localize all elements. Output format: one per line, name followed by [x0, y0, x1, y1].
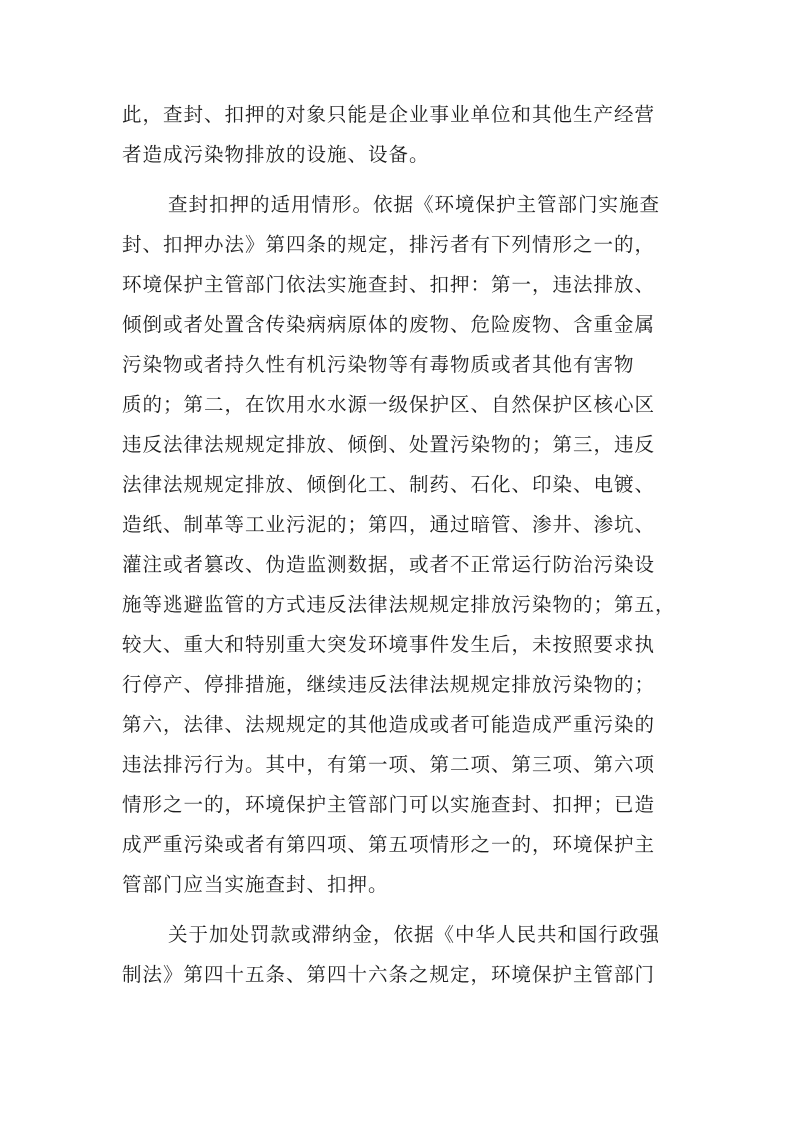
text-line: 质的；第二，在饮用水水源一级保护区、自然保护区核心区 [122, 393, 656, 416]
text-line: 违反法律法规规定排放、倾倒、处置污染物的；第三，违反 [122, 433, 656, 456]
text-line: 造纸、制革等工业污泥的；第四，通过暗管、渗井、渗坑、 [122, 513, 656, 536]
paragraph-gap [122, 905, 684, 915]
text-line: 施等逃避监管的方式违反法律法规规定排放污染物的；第五， [122, 593, 676, 616]
text-line: 情形之一的，环境保护主管部门可以实施查封、扣押；已造 [122, 793, 656, 816]
text-line: 关于加处罚款或滞纳金，依据《中华人民共和国行政强 [168, 923, 661, 946]
text-line: 较大、重大和特别重大突发环境事件发生后，未按照要求执 [122, 633, 656, 656]
text-line: 行停产、停排措施，继续违反法律法规规定排放污染物的； [122, 673, 656, 696]
text-line: 查封扣押的适用情形。依据《环境保护主管部门实施查 [168, 193, 661, 216]
paragraph-gap [122, 175, 684, 185]
text-line: 成严重污染或者有第四项、第五项情形之一的，环境保护主 [122, 833, 656, 856]
text-line: 污染物或者持久性有机污染物等有毒物质或者其他有害物 [122, 353, 635, 376]
text-line: 法律法规规定排放、倾倒化工、制药、石化、印染、电镀、 [122, 473, 656, 496]
text-line: 此，查封、扣押的对象只能是企业事业单位和其他生产经营 [122, 103, 656, 126]
text-line: 违法排污行为。其中，有第一项、第二项、第三项、第六项 [122, 753, 656, 776]
text-line: 第六，法律、法规规定的其他造成或者可能造成严重污染的 [122, 713, 656, 736]
document-body [122, 95, 684, 995]
text-line: 灌注或者篡改、伪造监测数据，或者不正常运行防治污染设 [122, 553, 656, 576]
text-line: 制法》第四十五条、第四十六条之规定，环境保护主管部门 [122, 963, 656, 986]
text-line: 倾倒或者处置含传染病病原体的废物、危险废物、含重金属 [122, 313, 656, 336]
text-line: 者造成污染物排放的设施、设备。 [122, 143, 430, 166]
text-line: 环境保护主管部门依法实施查封、扣押：第一，违法排放、 [122, 273, 656, 296]
text-line: 封、扣押办法》第四条的规定，排污者有下列情形之一的， [122, 233, 656, 256]
text-line: 管部门应当实施查封、扣押。 [122, 873, 389, 896]
